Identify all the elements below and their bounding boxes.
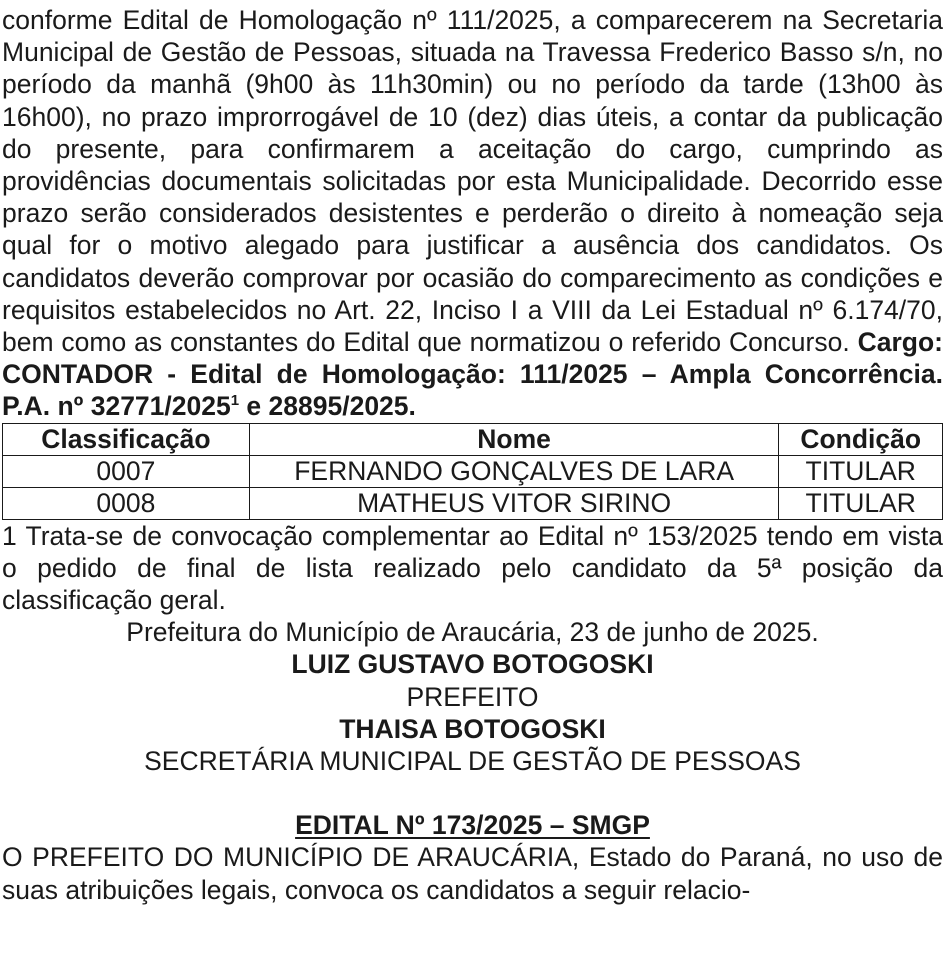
section-spacer [2,777,943,809]
cell-classificacao: 0007 [3,455,250,487]
cell-classificacao: 0008 [3,487,250,519]
cargo-details-end: e 28895/2025. [239,391,416,422]
signatory-title-secretary: SECRETÁRIA MUNICIPAL DE GESTÃO DE PESSOAS [144,746,801,777]
header-condicao: Condição [779,423,943,455]
signatory-name-mayor: LUIZ GUSTAVO BOTOGOSKI [291,649,654,680]
cargo-details: Cargo: CONTADOR - Edital de Homologação: 111/2025 – Ampla Concorrência. P.A. nº 32771/2025 [2,327,943,422]
footnote-marker: 1 [230,392,240,410]
cell-condicao: TITULAR [779,455,943,487]
place-date: Prefeitura do Município de Araucária, 23 de junho de 2025. [126,617,819,648]
footnote-text: 1 Trata-se de convocação complementar ao Edital nº 153/2025 tendo em vista o pedido de final de lista realizado pelo candidato da 5ª posição da classificação geral. [2,520,943,616]
cell-condicao: TITULAR [779,487,943,519]
table-row [3,455,943,487]
header-classificacao: Classificação [3,423,250,455]
edital-heading: EDITAL Nº 173/2025 – SMGP [295,810,650,841]
signatory-name-secretary: THAISA BOTOGOSKI [339,713,606,744]
table-header-row [3,423,943,455]
convocation-text: conforme Edital de Homologação nº 111/2025, a comparecerem na Secretaria Municipal de Gestão de Pessoas, situada na Travessa Frederico Basso s/n, no período da manhã (9h00 às 11h30min) ou no período da tarde (13h00 às 16h00), no prazo improrrogável de 10 (dez) dias úteis, a contar da publicação do presente, para confirmarem a aceitação do cargo, cumprindo as providências documentais solicitadas por esta Municipalidade. Decorrido esse prazo serão considerados desistentes e perderão o direito à nomeação seja qual for o motivo alegado para justificar a ausência dos candidatos. Os candidatos deverão comprovar por ocasião do comparecimento as condições e requisitos estabelecidos no Art. 22, Inciso I a VIII da Lei Estadual nº 6.174/70, bem como as constantes do Edital que normatizou o referido Concurso. [2,5,943,358]
header-nome: Nome [249,423,779,455]
cell-nome: FERNANDO GONÇALVES DE LARA [249,455,779,487]
candidates-table [2,423,943,520]
table-row [3,487,943,519]
convocation-paragraph [2,4,943,423]
signatory-title-mayor: PREFEITO [406,681,539,712]
cell-nome: MATHEUS VITOR SIRINO [249,487,779,519]
edital-body: O PREFEITO DO MUNICÍPIO DE ARAUCÁRIA, Estado do Paraná, no uso de suas atribuições legais, convoca os candidatos a seguir relacio- [2,842,943,905]
